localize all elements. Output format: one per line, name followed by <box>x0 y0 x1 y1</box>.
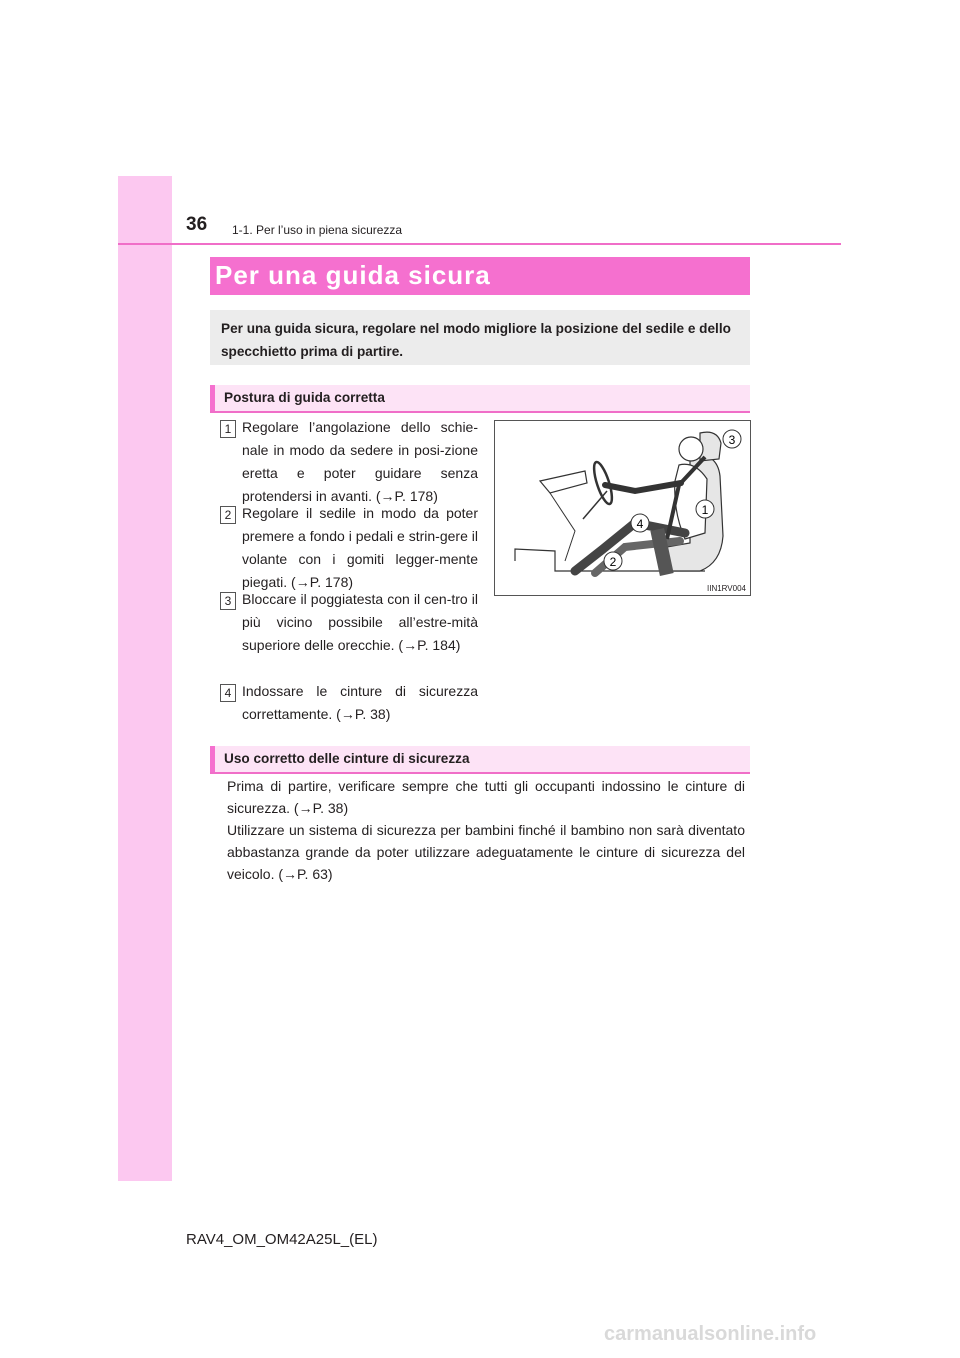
page-title: Per una guida sicura <box>215 260 491 290</box>
watermark: carmanualsonline.info <box>604 1323 817 1345</box>
item-text-3: Bloccare il poggiatesta con il cen-tro il più vicino possibile all’estre-mità superiore delle orecchie. (→P. 184) <box>242 591 478 653</box>
driving-posture-illustration <box>494 420 751 596</box>
driver-seat-drawing <box>495 421 750 595</box>
footer-doc-code: RAV4_OM_OM42A25L_(EL) <box>186 1231 378 1248</box>
section-header: 1-1. Per l’uso in piena sicurezza <box>232 223 403 237</box>
callout-2: 2 <box>609 555 617 569</box>
callout-4: 4 <box>636 517 644 531</box>
figure-code: IIN1RV004 <box>707 584 746 593</box>
intro-text: Per una guida sicura, regolare nel modo migliore la posizione del sedile e dello specchietto prima di partire. <box>221 321 731 359</box>
item-number-3: 3 <box>220 592 236 610</box>
item-number-4: 4 <box>220 684 236 702</box>
seatbelt-paragraph-1: Prima di partire, verificare sempre che tutti gli occupanti indossino le cinture di sicurezza. (→P. 38) <box>227 778 745 816</box>
seatbelt-paragraph-2: Utilizzare un sistema di sicurezza per bambini finché il bambino non sarà diventato abbastanza grande da poter utilizzare adeguatamente le cinture di sicurezza del veicolo. (→P. 63) <box>227 822 745 882</box>
subheading-seatbelt <box>210 746 750 774</box>
item-number-1: 1 <box>220 420 236 438</box>
header-rule <box>118 243 841 245</box>
item-text-1: Regolare l’angolazione dello schie-nale in modo da sedere in posi-zione eretta e poter guidare senza protendersi in avanti. (→P. 178) <box>242 419 478 504</box>
subheading-seatbelt-label: Uso corretto delle cinture di sicurezza <box>224 751 470 766</box>
callout-1: 1 <box>701 503 709 517</box>
subheading-posture <box>210 385 750 413</box>
page-number: 36 <box>186 214 208 235</box>
subheading-posture-label: Postura di guida corretta <box>224 390 385 405</box>
side-tab-strip <box>118 176 172 1181</box>
item-number-2: 2 <box>220 506 236 524</box>
callout-3: 3 <box>728 433 736 447</box>
item-text-4: Indossare le cinture di sicurezza correttamente. (→P. 38) <box>242 683 478 722</box>
item-text-2: Regolare il sedile in modo da poter premere a fondo i pedali e strin-gere il volante con i gomiti legger-mente piegati. (→P. 178) <box>242 505 478 590</box>
